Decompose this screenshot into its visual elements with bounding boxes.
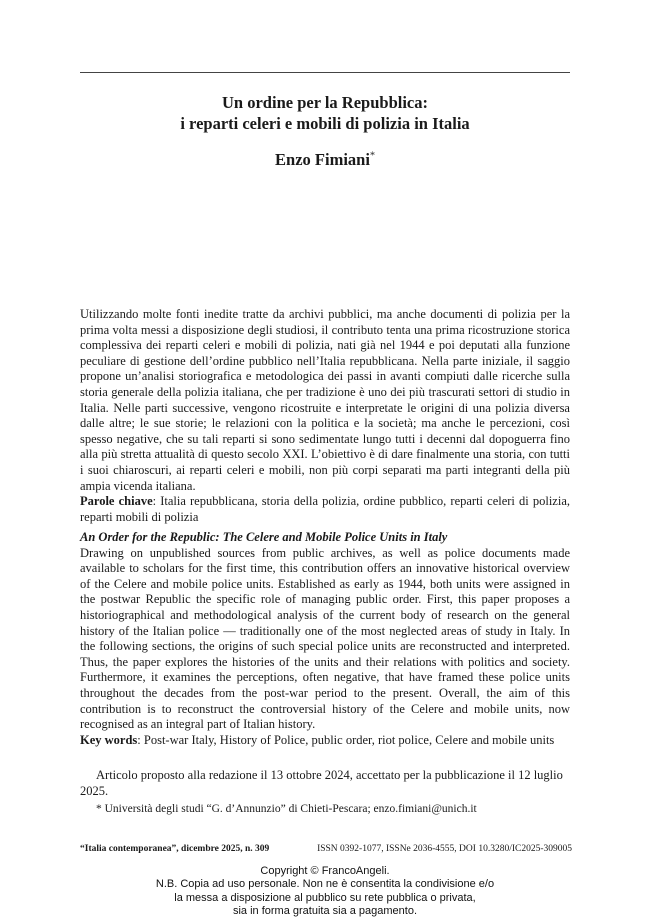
abstract-italian xyxy=(80,307,570,525)
author-footnote-mark: * xyxy=(369,150,375,162)
top-rule xyxy=(80,72,570,73)
title-line-1: Un ordine per la Repubblica: xyxy=(222,93,428,112)
title-line-2: i reparti celeri e mobili di polizia in Italia xyxy=(180,114,470,133)
copyright-line: la messa a disposizione al pubblico su rete pubblica o privata, xyxy=(174,891,476,904)
keywords-it-label: Parole chiave xyxy=(80,494,153,509)
abstract-en-text: Drawing on unpublished sources from public archives, as well as police documents made available to scholars for the first time, this contribution offers an innovative historical overview of the Celere and mobile police units. Established as early as 1944, both units were assigned in the postwar Republic the specific role of managing public order. First, this paper proposes a historiographical and methodological analysis of the current body of research on the general history of the Italian police — traditionally one of the most neglected areas of study in Italy. In the following sections, the origins of such special police units are reconstructed and interpreted. Thus, the paper explores the histories of the units and their relations with politics and society. Furthermore, it examines the perceptions, often negative, that have framed these police units throughout the decades from the post-war period to the present. Overall, the aim of this contribution is to reconstruct the controversial history of the Celere and mobile units, now recognised as an integral part of Italian history. xyxy=(80,545,570,732)
keywords-en-label: Key words xyxy=(80,732,138,747)
abstract-english xyxy=(80,530,570,748)
copyright-line: N.B. Copia ad uso personale. Non ne è consentita la condivisione e/o xyxy=(155,878,495,891)
affiliation-footnote: * Università degli studi “G. d’Annunzio” di Chieti-Pescara; enzo.fimiani@unich.it xyxy=(96,803,477,815)
footer-ids: ISSN 0392-1077, ISSNe 2036-4555, DOI 10.3280/IC2025-309005 xyxy=(317,844,572,854)
copyright-line: sia in forma gratuita sia a pagamento. xyxy=(232,904,418,917)
copyright-notice xyxy=(0,865,650,918)
submission-note: Articolo proposto alla redazione il 13 ottobre 2024, accettato per la pubblicazione il 12 luglio 2025. xyxy=(80,768,563,798)
english-title: An Order for the Republic: The Celere and Mobile Police Units in Italy xyxy=(80,530,448,544)
keywords-it xyxy=(80,494,570,525)
footer-journal: “Italia contemporanea”, dicembre 2025, n. 309 xyxy=(80,844,270,854)
article-title xyxy=(80,92,570,134)
author xyxy=(80,150,570,170)
author-name: Enzo Fimiani xyxy=(275,150,370,169)
keywords-en-text: : Post-war Italy, History of Police, public order, riot police, Celere and mobile units xyxy=(137,732,555,747)
page-footer xyxy=(80,844,572,854)
copyright-line: Copyright © FrancoAngeli. xyxy=(260,865,390,877)
keywords-en xyxy=(80,733,570,749)
keywords-it-text: : Italia repubblicana, storia della polizia, ordine pubblico, reparti celeri di polizia, reparti mobili di polizia xyxy=(80,494,570,524)
abstract-it-text: Utilizzando molte fonti inedite tratte da archivi pubblici, ma anche documenti di polizia per la prima volta messi a disposizione degli studiosi, il contributo tenta una prima ricostruzione storica complessiva dei reparti celeri e mobili di polizia, nati già nel 1944 e poi deputati alla funzione peculiare di gestione dell’ordine pubblico nell’Italia repubblicana. Nella parte iniziale, il saggio propone un’analisi storiografica e metodologica dei passi in avanti compiuti dalle ricerche sulla storia generale della polizia italiana, che per tradizione è uno dei più trascurati settori di studio in Italia. Nelle parti successive, vengono ricostruite e interpretate le origini di una polizia diversa dalle altre; le sue storie; le relazioni con la politica e la società; ma anche le percezioni, così spesso negative, che su tali reparti si sono sedimentate lungo tutti i decenni dal dopoguerra fino alla più stretta attualità di questo secolo XXI. L’obiettivo è di dare finalmente una storia, con tutti i suoi chiaroscuri, ai reparti celeri e mobili, non più corpi separati ma parti integranti della più ampia vicenda italiana. xyxy=(80,307,570,493)
